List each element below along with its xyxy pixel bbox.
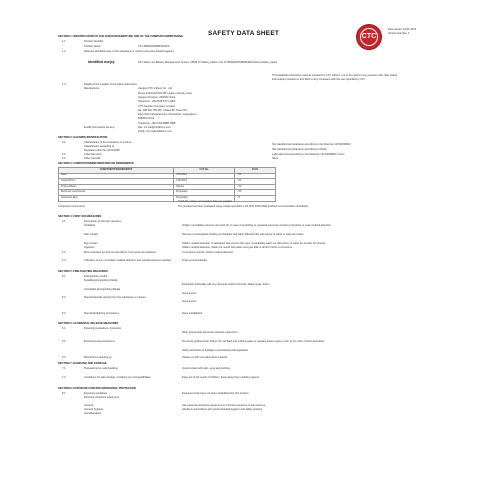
s4-eye-value: Obtain medical attention; if substance has got into the eyes, immediately wash out with plenty of water for at least 15 minutes (182, 242, 326, 245)
s4-1-num: 4.1 (62, 220, 66, 223)
contact-email-2: info@: ctc.cs@ctclithium.com (138, 130, 172, 133)
sds-page (58, 30, 434, 470)
s6-2-value-2: Notify authorities of spillage in accordance with legislation (182, 349, 249, 352)
s6-1-num: 6.1 (62, 327, 66, 330)
section-3-title: SECTION 3: COMPOSITION/INFORMATION ON INGREDIENTS (58, 162, 134, 165)
s2-1-sub-1: Classification according to (84, 145, 115, 148)
cell-component: Aluminium alloy (59, 195, 174, 201)
s6-3-num: 6.3 (62, 356, 66, 359)
s6-2-label: Environmental precautions (84, 340, 115, 343)
contact-email-1: Fax: ctc.sds@ctclithium.com (138, 126, 171, 129)
s8-hygiene-label: General hygiene (84, 408, 104, 411)
s4-3-value: Treat symptomatically (182, 259, 208, 262)
s4-2-label: Most important symptoms and effects, both acute and delayed (84, 251, 156, 254)
s1-1-label: Product identifier (84, 40, 104, 43)
address-line-5: 528400 China (138, 117, 155, 120)
s2-2-value: Label elements according to the Directive 1272/2008/EC: None (272, 153, 345, 156)
s5-2-value: None known (182, 300, 197, 303)
section-7-title: SECTION 7: HANDLING AND STORAGE (58, 362, 107, 365)
s4-2-value: If symptoms persist, obtain medical attention (182, 251, 234, 254)
s2-1-value-1: Not classified as hazardous according to the Directive 1272/2008/EC (272, 143, 352, 146)
s1-1-num: 1.1 (62, 40, 66, 43)
distributor-name: CTC Supplier Company Limited (138, 105, 175, 108)
s5-3-value: None established (182, 312, 203, 315)
s2-1-value-2: Not classified as hazardous according to OSHA (272, 148, 327, 151)
s8-1-value: Exposure limits have not been established for this product (182, 392, 249, 395)
s4-eye-label: Eye contact (84, 242, 98, 245)
s1-2-num: 1.2 (62, 50, 66, 53)
s7-2-label: Conditions for safe storage, including any incompatibilities (84, 376, 151, 379)
section-4-title: SECTION 4: FIRST AID MEASURES (58, 215, 102, 218)
document-title: SAFETY DATA SHEET (208, 30, 280, 37)
contact-label: E-Mail (competent person): (84, 126, 116, 129)
s7-2-num: 7.2 (62, 376, 66, 379)
phone-1: Telephone: +86 0513 8771 1000 (138, 100, 176, 103)
s8-considerations-label: Considerations (84, 412, 102, 415)
s6-2-num: 6.2 (62, 340, 66, 343)
section-1-title: SECTION 1: IDENTIFICATION OF THE SUBSTANCE/MIXTURE AND OF THE COMPANY/UNDERTAKING (58, 35, 184, 38)
table-row (59, 195, 276, 201)
s1-3-label: Details of the supplier of the safety data sheet (84, 83, 137, 86)
s2-1-label: Classification of the substance or mixture (84, 141, 132, 144)
s2-3-value: None (272, 157, 279, 160)
s5-3-label: Special firefighting procedures (84, 312, 119, 315)
cell-percent: <20 (235, 179, 276, 185)
product-name-value: CTC-BMS4020/BMS4020S (138, 45, 170, 48)
s4-2-num: 4.2 (62, 251, 66, 254)
s1-2-note-2: information provided on this SDS is only consistent with the use specified by CTC (272, 78, 366, 81)
s4-skin-label: Skin contact (84, 233, 99, 236)
s2-2-num: 2.2 (62, 153, 66, 156)
s7-1-num: 7.1 (62, 367, 66, 370)
product-name-label: Product Name: (84, 45, 102, 48)
s5-1-value-2: None known (182, 292, 197, 295)
cell-percent: <10 (235, 190, 276, 196)
cell-percent: <60 (235, 173, 276, 179)
cell-component: Steel (59, 173, 174, 179)
s4-1-inhalation-value: Inhale: Immediately remove into fresh air. In case of persisting or repeated exposure consult a physician or seek medical attention (182, 224, 331, 227)
s2-1-num: 2.1 (62, 141, 66, 144)
s6-3-label: Methods for cleaning up (84, 356, 112, 359)
s8-hygiene-value: Handle in accordance with good industrial hygiene and safety practice (182, 408, 263, 411)
s7-1-label: Precautions for safe handling (84, 367, 118, 370)
component-comments-label: Component Comments: (58, 205, 86, 208)
s6-1-label: Personal precautions, protective (84, 327, 122, 330)
s2-3-label: Other hazards (84, 157, 101, 160)
s8-1-sub: Personal protective equipment (84, 396, 120, 399)
cell-component: Electronic components (59, 190, 174, 196)
address-line-3: No. 188 ZHI XIN RD., Phase 3F, Tower Rd. (138, 109, 188, 112)
cell-cas: 7439-89-6 (174, 173, 235, 179)
issue-date: Date issued: 01.01.2023 (388, 28, 417, 31)
section-8-title: SECTION 8: EXPOSURE CONTROLS/PERSONAL PROTECTION (58, 387, 136, 390)
version-number: Version Number: 1 (388, 32, 410, 35)
cell-cas: Proprietary (174, 195, 235, 201)
component-comments-value: The product has been evaluated using criteria specified in 29 CFR 1910.1200 (Hazard Communication Standard) (178, 205, 308, 208)
s6-3-value: Sweep up with inert absorbent material (182, 356, 227, 359)
s2-1-sub-2: Regulation (EC) No 1272/2008 (84, 149, 120, 152)
address-line-1: Zhuye Industrial Park 88, Huaxin Industry Area (138, 92, 192, 95)
section-6-title: SECTION 6: ACCIDENTAL RELEASE MEASURES (58, 322, 119, 325)
s1-2-label: Relevant identified uses of the substance or mixture and uses advised against (84, 50, 174, 53)
cell-percent: <5 (235, 195, 276, 201)
cell-component: Copper/Ni-Fe (59, 179, 174, 185)
address-line-4: High-Tech Industrial Area, Zhongshan, Guangdong (138, 113, 197, 116)
s8-1-label: Exposure guidelines (84, 392, 108, 395)
s7-1-value: Avoid contact with skin, eyes and clothing (182, 367, 230, 370)
composition-table (58, 167, 276, 202)
address-line-2: Jiangsu Province, 226000 China (138, 96, 176, 99)
s5-2-num: 5.2 (62, 296, 66, 299)
s5-2-label: Special hazards arising from the substance or mixture (84, 296, 146, 299)
section-5-title: SECTION 5: FIRE-FIGHTING MEASURES (58, 270, 108, 273)
s6-1-value: Wear appropriate personal protective equipment (182, 331, 238, 334)
s4-1-sub: Inhalation (84, 224, 96, 227)
identified-uses-label: Identified use(s): (88, 60, 116, 64)
s8-1-num: 8.1 (62, 392, 66, 395)
s7-2-value: Keep out of the reach of children. Keep away from oxidizing agents (182, 376, 259, 379)
s4-ingestion-label: Ingestion (84, 246, 95, 249)
s4-1-label: Description of first aid measures (84, 220, 122, 223)
phone-2: Telephone: +86 0760 8888 1688 (138, 122, 176, 125)
s4-skin-value: Remove contaminated clothing immediately and wash affected skin with plenty of water or soap and water (182, 233, 304, 236)
logo-text: CTC (361, 33, 377, 40)
s5-1-label: Extinguishing media (84, 275, 108, 278)
s4-ingestion-value: Obtain medical attention. Wash out mouth with water and give little to drink if victim is conscious (182, 246, 292, 249)
cell-cas: Proprietary (174, 190, 235, 196)
s8-general-label: General (84, 404, 94, 407)
s5-1-value-1: Extinguish preferably with dry chemical, Carbon Dioxide, Water spray, Foam (182, 283, 270, 286)
cell-component: Polymer/Resin (59, 184, 174, 190)
header-component: COMPONENT/INGREDIENTS (59, 168, 174, 174)
manufacturer-name: Jiangsu CTC Lithium Co., Ltd. (138, 87, 173, 90)
s4-3-label: Indication of any immediate medical attention and special treatment needed (84, 259, 171, 262)
s5-1-sub-1: Suitable Extinguishing Media (84, 279, 118, 282)
composition-note: *CAS No. varies; composition data per supplier (178, 200, 233, 203)
s4-3-num: 4.3 (62, 259, 66, 262)
section-2-title: SECTION 2: HAZARDS IDENTIFICATION (58, 136, 108, 139)
header-percent: EC/% (235, 168, 276, 174)
cell-percent: <10 (235, 184, 276, 190)
s2-3-num: 2.3 (62, 157, 66, 160)
s8-general-value: Use personal protective equipment to minimize exposure to skin and eye (182, 404, 266, 407)
cell-cas: Various (174, 184, 235, 190)
s6-2-value: Do not let product enter drains. Do not flush into surface water or sanitary sewer system such as by order of local authorities (182, 340, 325, 343)
s1-2-note-1: This Datasheet should be used as supplied by CTC Lithium; not to be used for any purpose other than stated (272, 74, 398, 77)
s5-1-sub-2: Unsuitable Extinguishing Media (84, 288, 121, 291)
ctc-logo (356, 24, 382, 50)
identified-uses-value: DC Lithium-ion Battery Management System / BMS for battery packs; only for BMS4020S/BMS4020 Series battery packs (138, 61, 278, 64)
header-cas: CAS No. (174, 168, 235, 174)
s2-2-label: Label elements (84, 153, 102, 156)
manufacturer-label: Manufacturer: (84, 87, 101, 90)
s5-3-num: 5.3 (62, 312, 66, 315)
s5-1-num: 5.1 (62, 275, 66, 278)
s1-3-num: 1.3 (62, 83, 66, 86)
cell-cas: 7440-50-8 (174, 179, 235, 185)
